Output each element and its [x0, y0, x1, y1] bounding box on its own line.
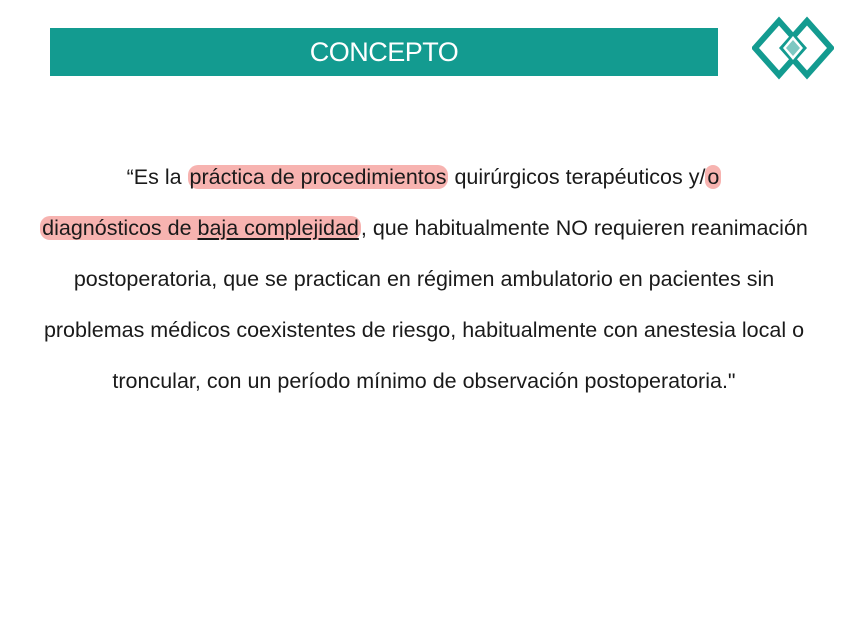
highlight-diagnosticos-text: diagnósticos de — [42, 216, 198, 240]
double-diamond-icon — [752, 16, 834, 82]
definition-quote — [40, 152, 808, 407]
quote-text-1: “Es la — [126, 165, 188, 189]
slide-title: CONCEPTO — [309, 36, 459, 67]
highlight-o: o — [707, 165, 720, 189]
quote-text-2: quirúrgicos terapéuticos y/ — [448, 165, 706, 189]
title-banner — [50, 28, 718, 76]
highlight-practica: práctica de procedimientos — [189, 165, 447, 189]
underlined-baja-complejidad: baja complejidad — [197, 216, 359, 240]
quote-text-3: , que habitualmente NO requieren reanimación postoperatoria, que se practican en régimen ambulatorio en pacientes sin problemas médicos coexistentes de riesgo, habitualmente con anestesia local o troncular, con un período mínimo de observación postoperatoria." — [43, 216, 808, 393]
highlight-diagnosticos — [40, 216, 361, 240]
